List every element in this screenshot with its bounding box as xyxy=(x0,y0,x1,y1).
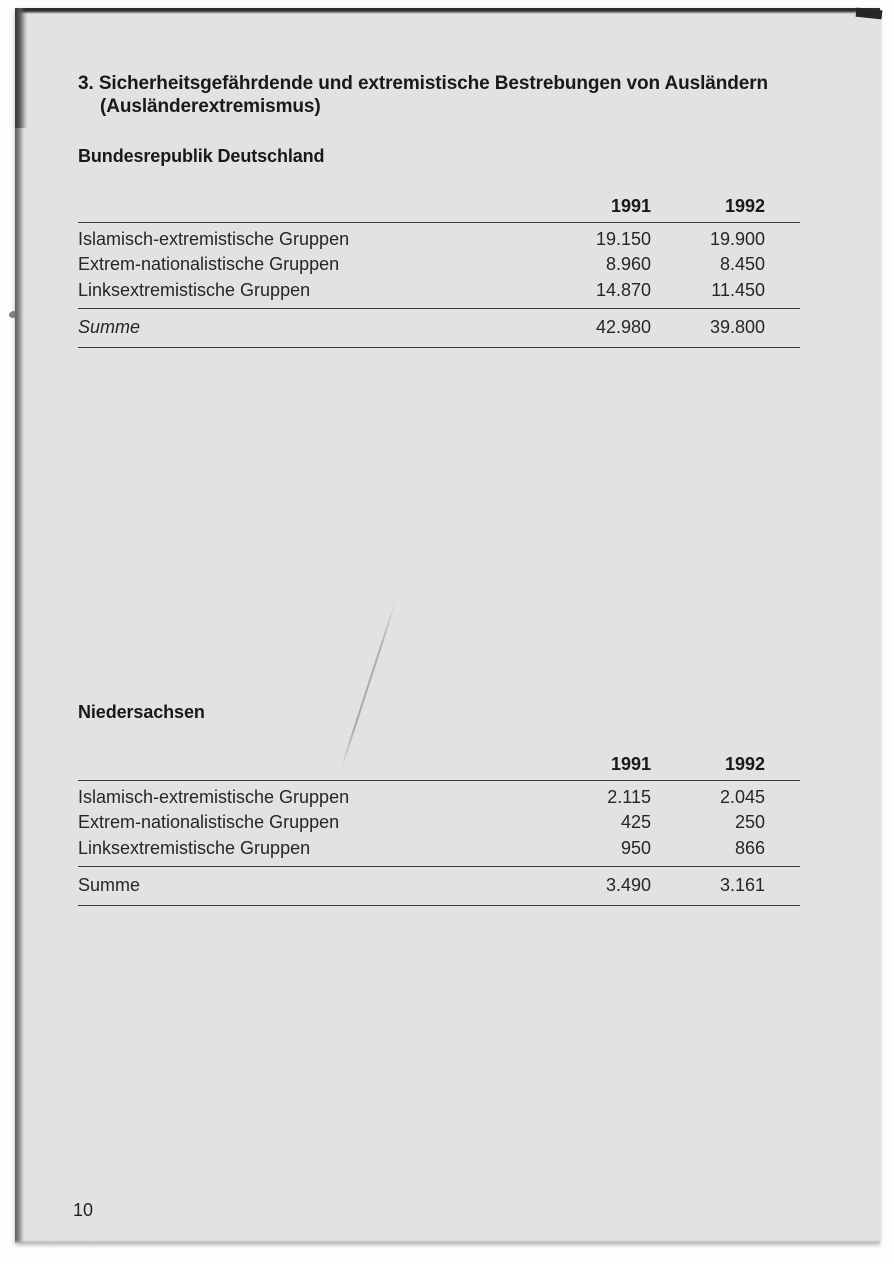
table-header-row xyxy=(78,748,800,781)
total-label: Summe xyxy=(78,875,141,896)
section-title-bundesrepublik: Bundesrepublik Deutschland xyxy=(78,146,325,166)
table-row xyxy=(78,785,800,810)
total-1992: 3.161 xyxy=(719,875,765,896)
value-1991: 19.150 xyxy=(595,229,651,249)
scanned-page xyxy=(15,8,880,1243)
total-1991: 42.980 xyxy=(595,317,651,338)
value-1992: 8.450 xyxy=(719,254,765,275)
column-header-1991: 1991 xyxy=(610,196,651,216)
value-1992: 250 xyxy=(734,812,765,833)
value-1992: 11.450 xyxy=(711,279,765,300)
table-row xyxy=(78,278,800,303)
table-row xyxy=(78,227,800,252)
table-row xyxy=(78,810,800,835)
row-label: Linksextremistische Gruppen xyxy=(78,837,311,858)
row-label: Linksextremistische Gruppen xyxy=(78,279,311,300)
row-label: Extrem-nationalistische Gruppen xyxy=(78,812,340,833)
page-title-line2: (Ausländerextremismus) xyxy=(100,96,321,117)
table-bundesrepublik xyxy=(78,190,800,348)
value-1991: 14.870 xyxy=(595,279,651,300)
total-label: Summe xyxy=(78,317,141,338)
value-1992: 866 xyxy=(734,837,765,858)
table-body xyxy=(78,781,800,867)
column-header-1992: 1992 xyxy=(724,754,765,774)
total-1992: 39.800 xyxy=(709,317,765,338)
page-title xyxy=(78,72,818,118)
value-1991: 8.960 xyxy=(605,254,651,275)
table-row xyxy=(78,252,800,277)
table-row xyxy=(78,836,800,861)
table-body xyxy=(78,223,800,309)
section-title-niedersachsen: Niedersachsen xyxy=(78,702,205,722)
row-label: Islamisch-extremistische Gruppen xyxy=(78,229,350,249)
value-1992: 2.045 xyxy=(719,787,765,807)
table-total-row xyxy=(78,309,800,348)
page-number: 10 xyxy=(73,1200,94,1220)
value-1991: 425 xyxy=(620,812,651,833)
value-1991: 2.115 xyxy=(607,787,651,807)
row-label: Extrem-nationalistische Gruppen xyxy=(78,254,340,275)
table-header-row xyxy=(78,190,800,223)
table-niedersachsen xyxy=(78,748,800,906)
column-header-1992: 1992 xyxy=(724,196,765,216)
page-content xyxy=(15,8,880,1243)
table-total-row xyxy=(78,867,800,906)
column-header-1991: 1991 xyxy=(610,754,651,774)
value-1991: 950 xyxy=(620,837,651,858)
page-title-line1: 3. Sicherheitsgefährdende und extremistische Bestrebungen von Ausländern xyxy=(78,73,768,94)
row-label: Islamisch-extremistische Gruppen xyxy=(78,787,350,807)
total-1991: 3.490 xyxy=(605,875,651,896)
value-1992: 19.900 xyxy=(709,229,765,249)
